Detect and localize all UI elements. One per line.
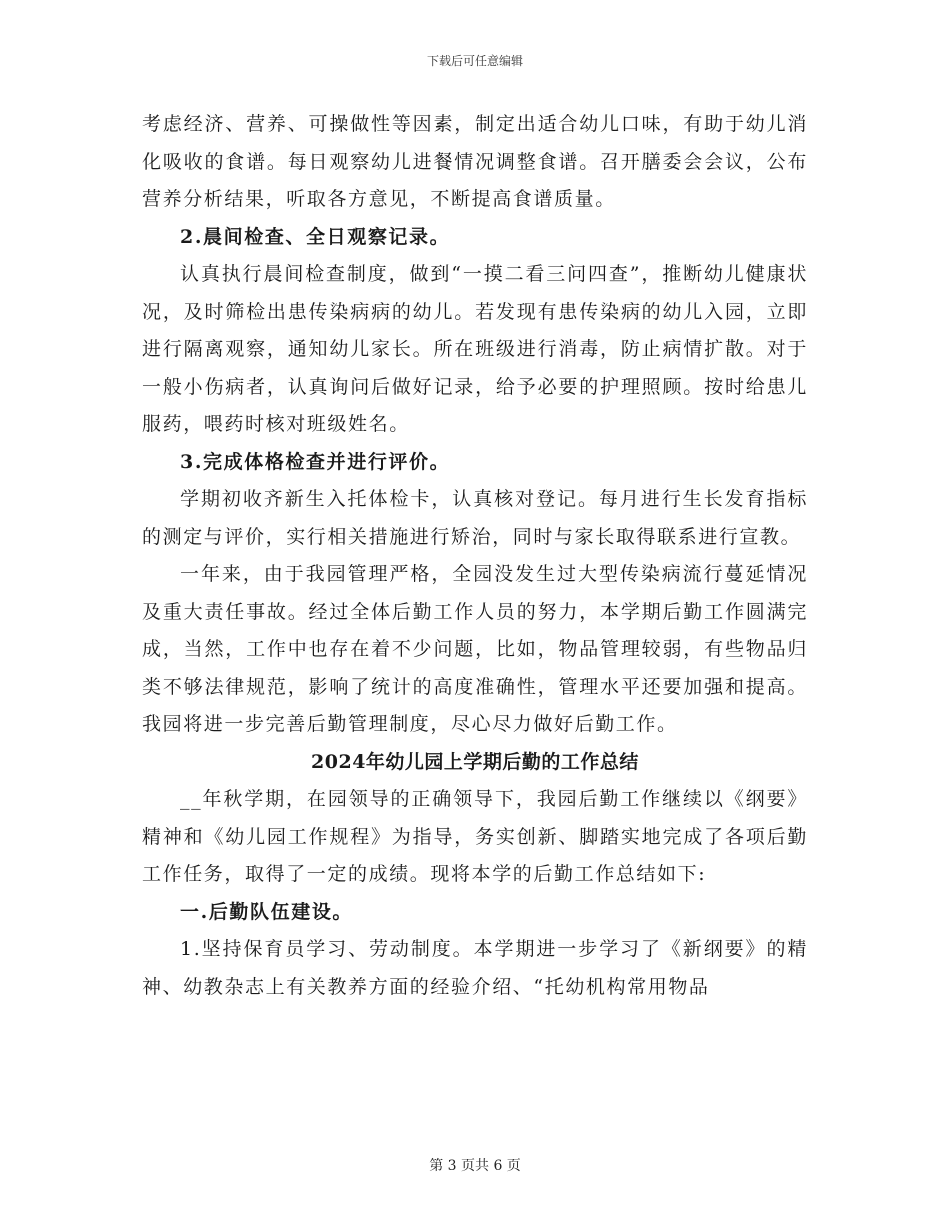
paragraph-morning-check: 认真执行晨间检查制度，做到“一摸二看三问四查”，推断幼儿健康状况，及时筛检出患传染病病的幼儿。若发现有患传染病的幼儿入园，立即进行隔离观察，通知幼儿家长。所在班级进行消毒，防止病情扩散。对于一般小伤病者，认真询问后做好记录，给予必要的护理照顾。按时给患儿服药，喂药时核对班级姓名。 <box>142 263 808 435</box>
paragraph-intro: __年秋学期，在园领导的正确领导下，我园后勤工作继续以《纲要》精神和《幼儿园工作规程》为指导，务实创新、脚踏实地完成了各项后勤工作任务，取得了一定的成绩。现将本学的后勤工作总结如下: <box>142 788 808 885</box>
paragraph-physical-exam: 学期初收齐新生入托体检卡，认真核对登记。每月进行生长发育指标的测定与评价，实行相关措施进行矫治，同时与家长取得联系进行宣教。 <box>142 488 808 548</box>
section-heading-team-building: 一.后勤队伍建设。 <box>180 900 354 923</box>
paragraph-diet-planning: 考虑经济、营养、可操做性等因素，制定出适合幼儿口味，有助于幼儿消化吸收的食谱。每日观察幼儿进餐情况调整食谱。召开膳委会会议，公布营养分析结果，听取各方意见，不断提高食谱质量。 <box>142 113 808 210</box>
paragraph-staff-study: 1.坚持保育员学习、劳动制度。本学期进一步学习了《新纲要》的精神、幼教杂志上有关教养方面的经验介绍、“托幼机构常用物品 <box>142 938 808 998</box>
page-number: 第 3 页共 6 页 <box>429 1158 521 1174</box>
section-heading-physical-exam: 3.完成体格检查并进行评价。 <box>180 450 451 473</box>
document-title: 2024年幼儿园上学期后勤的工作总结 <box>311 750 639 773</box>
paragraph-year-summary: 一年来，由于我园管理严格，全园没发生过大型传染病流行蔓延情况及重大责任事故。经过全体后勤工作人员的努力，本学期后勤工作圆满完成，当然，工作中也存在着不少问题，比如，物品管理较弱，有些物品归类不够法律规范，影响了统计的高度准确性，管理水平还要加强和提高。我园将进一步完善后勤管理制度，尽心尽力做好后勤工作。 <box>142 563 808 735</box>
document-body <box>142 106 808 1006</box>
section-heading-morning-check: 2.晨间检查、全日观察记录。 <box>180 225 451 248</box>
page-header: 下载后可任意编辑 <box>426 54 523 68</box>
